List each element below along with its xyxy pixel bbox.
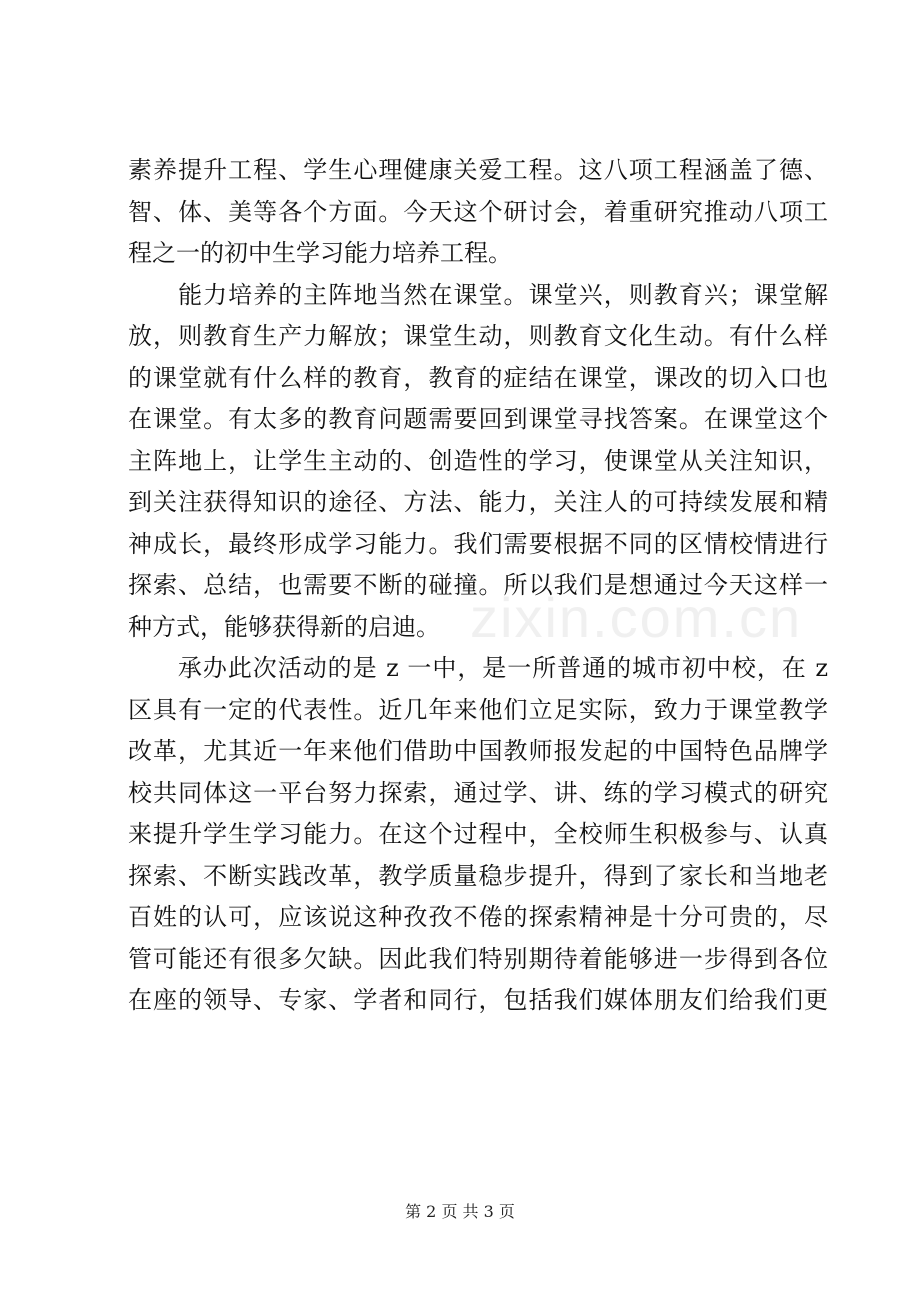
text-line: 到关注获得知识的途径、方法、能力，关注人的可持续发展和精 bbox=[128, 488, 828, 516]
page-footer: 第 2 页 共 3 页 bbox=[405, 1202, 515, 1221]
text-line: 神成长，最终形成学习能力。我们需要根据不同的区情校情进行 bbox=[128, 529, 828, 558]
text-line: 改革，尤其近一年来他们借助中国教师报发起的中国特色品牌学 bbox=[128, 737, 828, 765]
text-line: 素养提升工程、学生心理健康关爱工程。这八项工程涵盖了德、 bbox=[128, 156, 828, 184]
text-line: 智、体、美等各个方面。今天这个研讨会，着重研究推动八项工 bbox=[128, 197, 828, 226]
text-line: 在课堂。有太多的教育问题需要回到课堂寻找答案。在课堂这个 bbox=[128, 405, 828, 433]
text-line: 在座的领导、专家、学者和同行，包括我们媒体朋友们给我们更 bbox=[128, 986, 828, 1014]
text-line: 探索、总结，也需要不断的碰撞。所以我们是想通过今天这样一 bbox=[128, 571, 828, 599]
text-line: 能力培养的主阵地当然在课堂。课堂兴，则教育兴；课堂解 bbox=[128, 280, 828, 309]
text-line: 的课堂就有什么样的教育，教育的症结在课堂，课改的切入口也 bbox=[128, 363, 828, 392]
text-line: 管可能还有很多欠缺。因此我们特别期待着能够进一步得到各位 bbox=[128, 944, 828, 973]
text-line: 程之一的初中生学习能力培养工程。 bbox=[128, 239, 512, 267]
document-body bbox=[128, 150, 828, 1022]
text-line: 区具有一定的代表性。近几年来他们立足实际，致力于课堂教学 bbox=[128, 695, 828, 724]
watermark: zixin.com.cn bbox=[470, 586, 803, 649]
text-line: 探索、不断实践改革，教学质量稳步提升，得到了家长和当地老 bbox=[128, 861, 828, 890]
text-line: 主阵地上，让学生主动的、创造性的学习，使课堂从关注知识， bbox=[128, 446, 828, 475]
text-line: 校共同体这一平台努力探索，通过学、讲、练的学习模式的研究 bbox=[128, 778, 828, 807]
text-line: 放，则教育生产力解放；课堂生动，则教育文化生动。有什么样 bbox=[128, 322, 828, 350]
text-line: 承办此次活动的是 z 一中，是一所普通的城市初中校，在 z bbox=[128, 654, 828, 682]
text-line: 百姓的认可，应该说这种孜孜不倦的探索精神是十分可贵的，尽 bbox=[128, 903, 828, 931]
text-line: 种方式，能够获得新的启迪。 bbox=[128, 612, 440, 641]
text-line: 来提升学生学习能力。在这个过程中，全校师生积极参与、认真 bbox=[128, 820, 828, 848]
